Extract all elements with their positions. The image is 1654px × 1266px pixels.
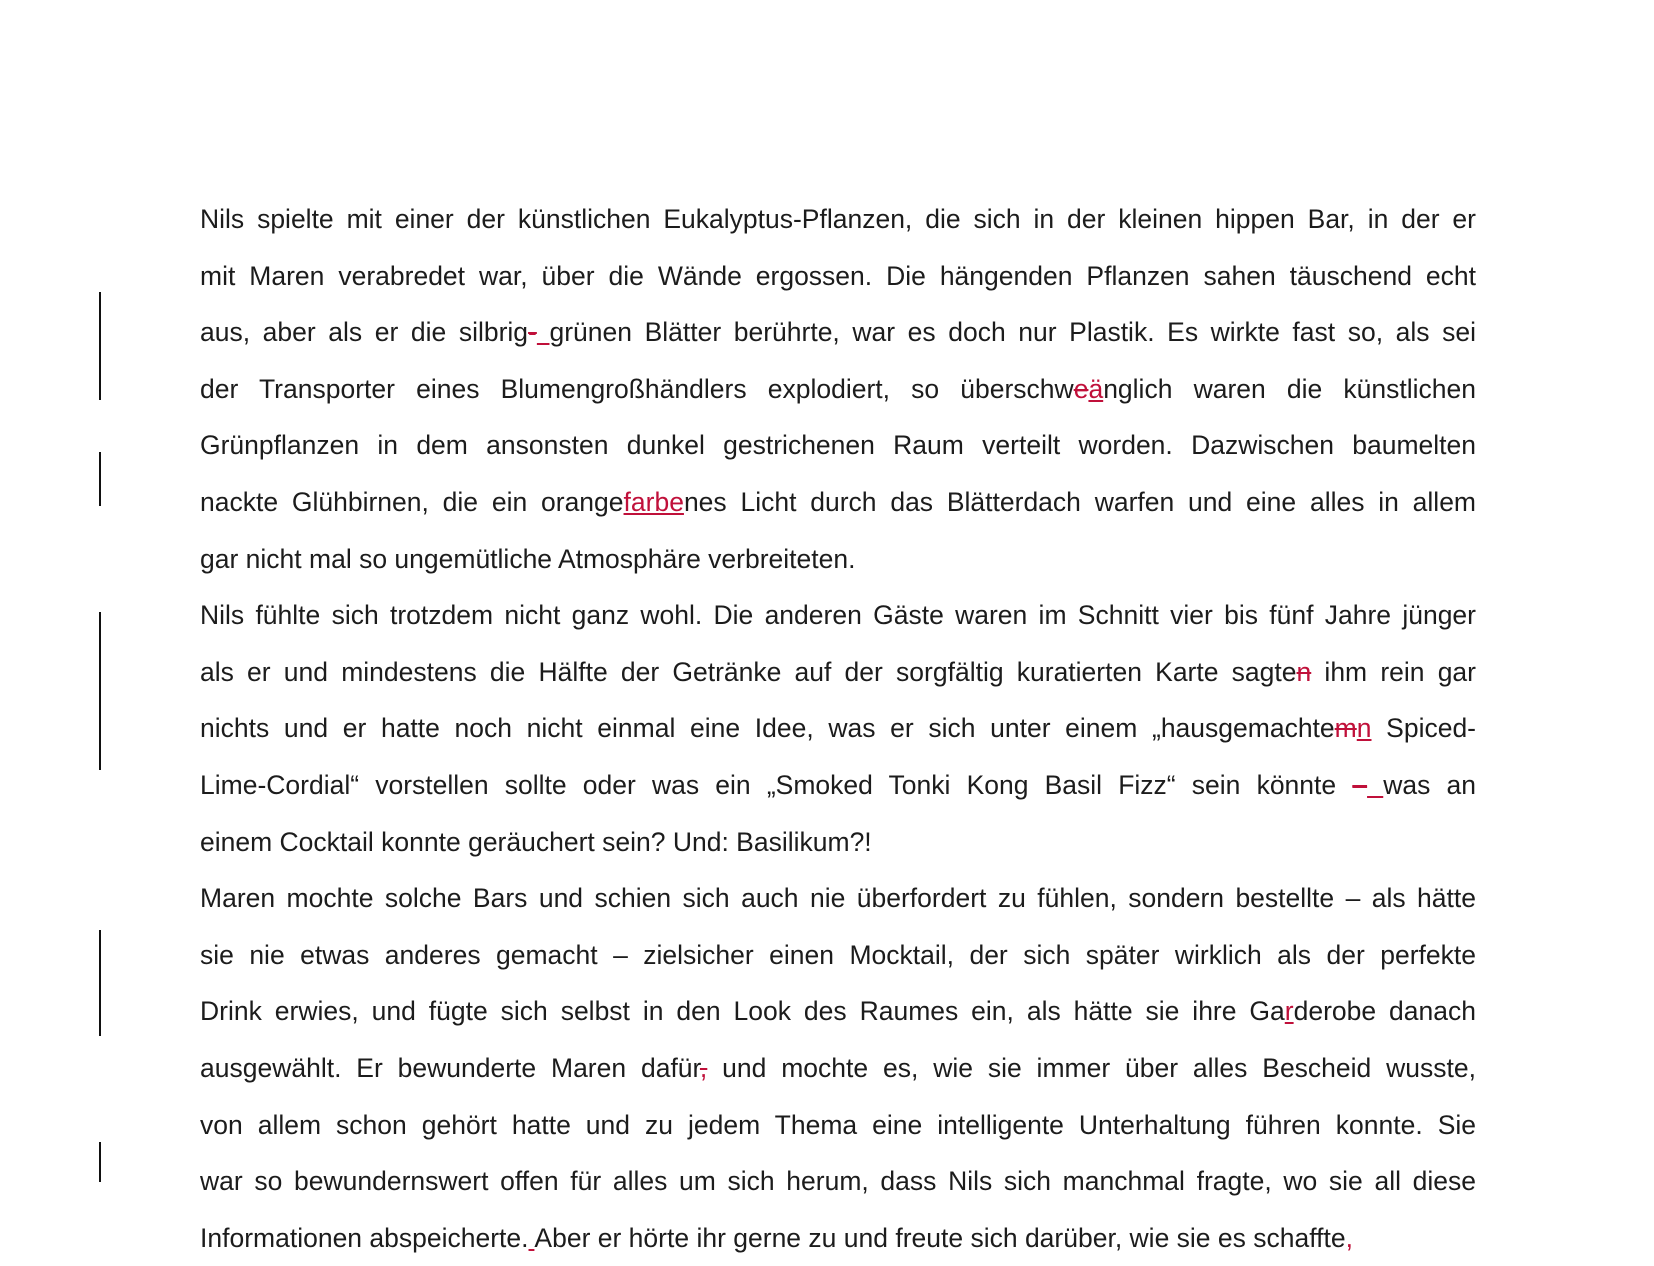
text-run: Lime-Cordial“ vorstellen sollte oder was ein „Smoked Tonki Kong Basil Fizz“ sein könnte [200, 769, 1353, 800]
text-run: der Transporter eines Blumengroßhändlers explodiert, so überschw [200, 373, 1074, 404]
text-line [200, 248, 1476, 305]
tracked-deletion: , [699, 1052, 708, 1083]
text-line [200, 587, 1476, 644]
text-line [200, 304, 1476, 361]
text-run: und mochte es, wie sie immer über alles Bescheid wusste, [707, 1052, 1476, 1083]
text-run: ausgewählt. Er bewunderte Maren dafür [200, 1052, 700, 1083]
tracked-insertion: farbe [623, 486, 684, 517]
text-line [200, 700, 1476, 757]
text-line [200, 757, 1476, 814]
tracked-insertion [537, 317, 550, 347]
text-line [200, 361, 1476, 418]
text-run: grünen Blätter berührte, war es doch nur Plastik. Es wirkte fast so, als sei [549, 317, 1476, 348]
text-run: Drink erwies, und fügte sich selbst in den Look des Raumes ein, als hätte sie ihre Ga [200, 996, 1285, 1027]
text-run: Informationen abspeicherte. [200, 1222, 529, 1253]
change-bar [99, 292, 101, 400]
text-line [200, 927, 1476, 984]
tracked-insertion: n [1356, 713, 1372, 744]
document-body [200, 191, 1476, 1266]
text-run: nichts und er hatte noch nicht einmal eine Idee, was er sich unter einem „hausgemachte [200, 713, 1335, 744]
text-run: nes Licht durch das Blätterdach warfen und eine alles in allem [683, 486, 1477, 517]
text-run: ihm rein gar [1311, 656, 1476, 687]
text-line [200, 870, 1476, 927]
text-line [200, 191, 1476, 248]
text-line [200, 644, 1476, 701]
tracked-insertion: , [1345, 1222, 1353, 1253]
text-run: derobe danach [1293, 996, 1476, 1027]
change-bar [99, 1142, 101, 1182]
text-line [200, 1040, 1476, 1097]
tracked-deletion: m [1334, 713, 1357, 744]
change-bar [99, 612, 101, 770]
text-run: einem Cocktail konnte geräuchert sein? Und: Basilikum?! [200, 826, 872, 857]
change-bar [99, 930, 101, 1036]
text-run: gar nicht mal so ungemütliche Atmosphäre verbreiteten. [200, 543, 856, 574]
tracked-deletion: n [1296, 656, 1312, 687]
text-line [200, 474, 1476, 531]
text-line [200, 1153, 1476, 1210]
text-line [200, 983, 1476, 1040]
tracked-deletion: - [528, 317, 537, 348]
change-bar [99, 452, 101, 506]
text-line [200, 417, 1476, 474]
text-run: war so bewundernswert offen für alles um sich herum, dass Nils sich manchmal fragte, wo sie all diese [200, 1166, 1476, 1197]
text-run: Maren mochte solche Bars und schien sich auch nie überfordert zu fühlen, sondern bestellte – als hätte [200, 883, 1476, 914]
text-run: Grünpflanzen in dem ansonsten dunkel gestrichenen Raum verteilt worden. Dazwischen baumelten [200, 430, 1476, 461]
text-run: Nils spielte mit einer der künstlichen Eukalyptus-Pflanzen, die sich in der kleinen hippen Bar, in der er [200, 204, 1476, 234]
text-run: von allem schon gehört hatte und zu jedem Thema eine intelligente Unterhaltung führen konnte. Sie [200, 1109, 1476, 1140]
text-run: Nils fühlte sich trotzdem nicht ganz wohl. Die anderen Gäste waren im Schnitt vier bis fünf Jahre jünger [200, 600, 1476, 631]
tracked-insertion: r [1284, 996, 1294, 1027]
tracked-deletion: e [1073, 373, 1089, 404]
tracked-insertion [1367, 770, 1383, 800]
text-run: nglich waren die künstlichen [1103, 373, 1476, 404]
text-run: sie nie etwas anderes gemacht – zielsicher einen Mocktail, der sich später wirklich als der perfekte [200, 939, 1476, 970]
text-line [200, 814, 1476, 871]
text-run: aus, aber als er die silbrig [200, 317, 529, 348]
tracked-deletion: – [1352, 769, 1368, 800]
text-run: Spiced- [1371, 713, 1477, 744]
text-run: mit Maren verabredet war, über die Wände ergossen. Die hängenden Pflanzen sahen täuschend echt [200, 260, 1476, 291]
text-line [200, 1097, 1476, 1154]
text-line [200, 531, 1476, 588]
text-run: Aber er hörte ihr gerne zu und freute sich darüber, wie sie es schaffte [534, 1222, 1346, 1253]
text-line [200, 1210, 1476, 1266]
text-run: als er und mindestens die Hälfte der Getränke auf der sorgfältig kuratierten Karte sagte [200, 656, 1297, 687]
text-run: nackte Glühbirnen, die ein orange [200, 486, 624, 517]
text-run: was an [1383, 769, 1476, 800]
tracked-insertion: ä [1088, 373, 1104, 404]
